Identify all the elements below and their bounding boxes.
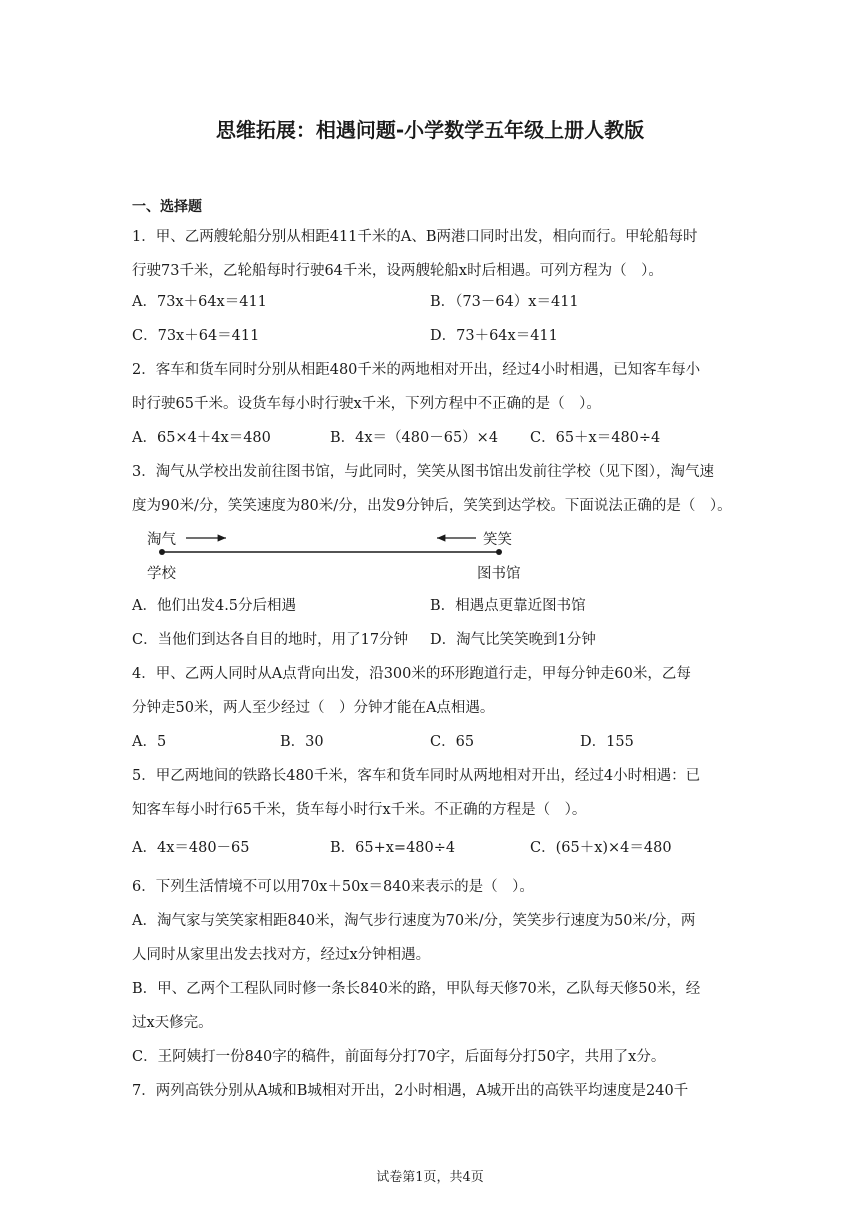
question-5-line-1: 5．甲乙两地间的铁路长480千米，客车和货车同时从两地相对开出，经过4小时相遇：已 bbox=[132, 768, 701, 784]
question-3-line-2: 度为90米/分，笑笑速度为80米/分，出发9分钟后，笑笑到达学校。下面说法正确的是（ ）。 bbox=[132, 498, 732, 514]
page-title: 思维拓展：相遇问题-小学数学五年级上册人教版 bbox=[215, 118, 645, 142]
question-5-line-2: 知客车每小时行65千米，货车每小时行x千米。不正确的方程是（ ）。 bbox=[132, 802, 587, 818]
school-label: 学校 bbox=[147, 566, 176, 582]
question-4-line-2: 分钟走50米，两人至少经过（ ）分钟才能在A点相遇。 bbox=[132, 700, 495, 716]
question-6-option-b-line-2: 过x天修完。 bbox=[132, 1015, 213, 1031]
person-right-label: 笑笑 bbox=[483, 532, 512, 548]
route-diagram bbox=[140, 524, 530, 584]
question-4-option-c: C．65 bbox=[430, 734, 475, 750]
question-4-option-b: B．30 bbox=[280, 734, 324, 750]
question-6-option-b-line-1: B．甲、乙两个工程队同时修一条长840米的路，甲队每天修70米，乙队每天修50米，经 bbox=[132, 981, 701, 997]
question-2-option-a: A．65×4＋4x＝480 bbox=[132, 430, 271, 446]
question-6-line-1: 6．下列生活情境不可以用70x＋50x＝840来表示的是（ ）。 bbox=[132, 879, 534, 895]
question-6-option-a-line-2: 人同时从家里出发去找对方，经过x分钟相遇。 bbox=[132, 947, 431, 963]
library-point bbox=[496, 549, 502, 555]
question-7-line-1: 7．两列高铁分别从A城和B城相对开出，2小时相遇，A城开出的高铁平均速度是240千 bbox=[132, 1083, 689, 1099]
question-4-option-d: D．155 bbox=[580, 734, 634, 750]
question-4-line-1: 4．甲、乙两人同时从A点背向出发，沿300米的环形跑道行走，甲每分钟走60米，乙每 bbox=[132, 666, 691, 682]
page-footer: 试卷第1页，共4页 bbox=[376, 1170, 484, 1185]
question-6-option-a-line-1: A．淘气家与笑笑家相距840米，淘气步行速度为70米/分，笑笑步行速度为50米/分，两 bbox=[132, 913, 696, 929]
question-2-line-2: 时行驶65千米。设货车每小时行驶x千米，下列方程中不正确的是（ ）。 bbox=[132, 396, 601, 412]
question-1-line-2: 行驶73千米，乙轮船每时行驶64千米，设两艘轮船x时后相遇。可列方程为（ ）。 bbox=[132, 263, 663, 279]
question-1-option-b: B．（73－64）x＝411 bbox=[430, 294, 579, 310]
library-label: 图书馆 bbox=[477, 566, 521, 582]
question-6-option-c: C．王阿姨打一份840字的稿件，前面每分打70字，后面每分打50字，共用了x分。 bbox=[132, 1049, 666, 1065]
school-point bbox=[159, 549, 165, 555]
route-line-graphic bbox=[140, 524, 530, 584]
section-heading: 一、选择题 bbox=[132, 199, 202, 215]
question-3-option-d: D．淘气比笑笑晚到1分钟 bbox=[430, 632, 596, 648]
question-1-line-1: 1．甲、乙两艘轮船分别从相距411千米的A、B两港口同时出发，相向而行。甲轮船每时 bbox=[132, 229, 698, 245]
question-2-option-b: B．4x＝（480－65）×4 bbox=[330, 430, 499, 446]
question-4-option-a: A．5 bbox=[132, 734, 167, 750]
person-left-label: 淘气 bbox=[147, 532, 176, 548]
question-3-option-a: A．他们出发4.5分后相遇 bbox=[132, 598, 297, 614]
question-5-option-b: B．65+x=480÷4 bbox=[330, 840, 456, 856]
question-3-option-b: B．相遇点更靠近图书馆 bbox=[430, 598, 586, 614]
question-1-option-c: C．73x＋64＝411 bbox=[132, 328, 260, 344]
question-5-option-a: A．4x＝480－65 bbox=[132, 840, 250, 856]
question-5-option-c: C．(65＋x)×4＝480 bbox=[530, 840, 672, 856]
question-2-line-1: 2．客车和货车同时分别从相距480千米的两地相对开出，经过4小时相遇，已知客车每小 bbox=[132, 362, 701, 378]
question-1-option-d: D．73＋64x＝411 bbox=[430, 328, 558, 344]
question-3-line-1: 3．淘气从学校出发前往图书馆，与此同时，笑笑从图书馆出发前往学校（见下图），淘气速 bbox=[132, 464, 714, 480]
question-1-option-a: A．73x＋64x＝411 bbox=[132, 294, 267, 310]
question-2-option-c: C．65＋x＝480÷4 bbox=[530, 430, 661, 446]
question-3-option-c: C．当他们到达各自目的地时，用了17分钟 bbox=[132, 632, 409, 648]
